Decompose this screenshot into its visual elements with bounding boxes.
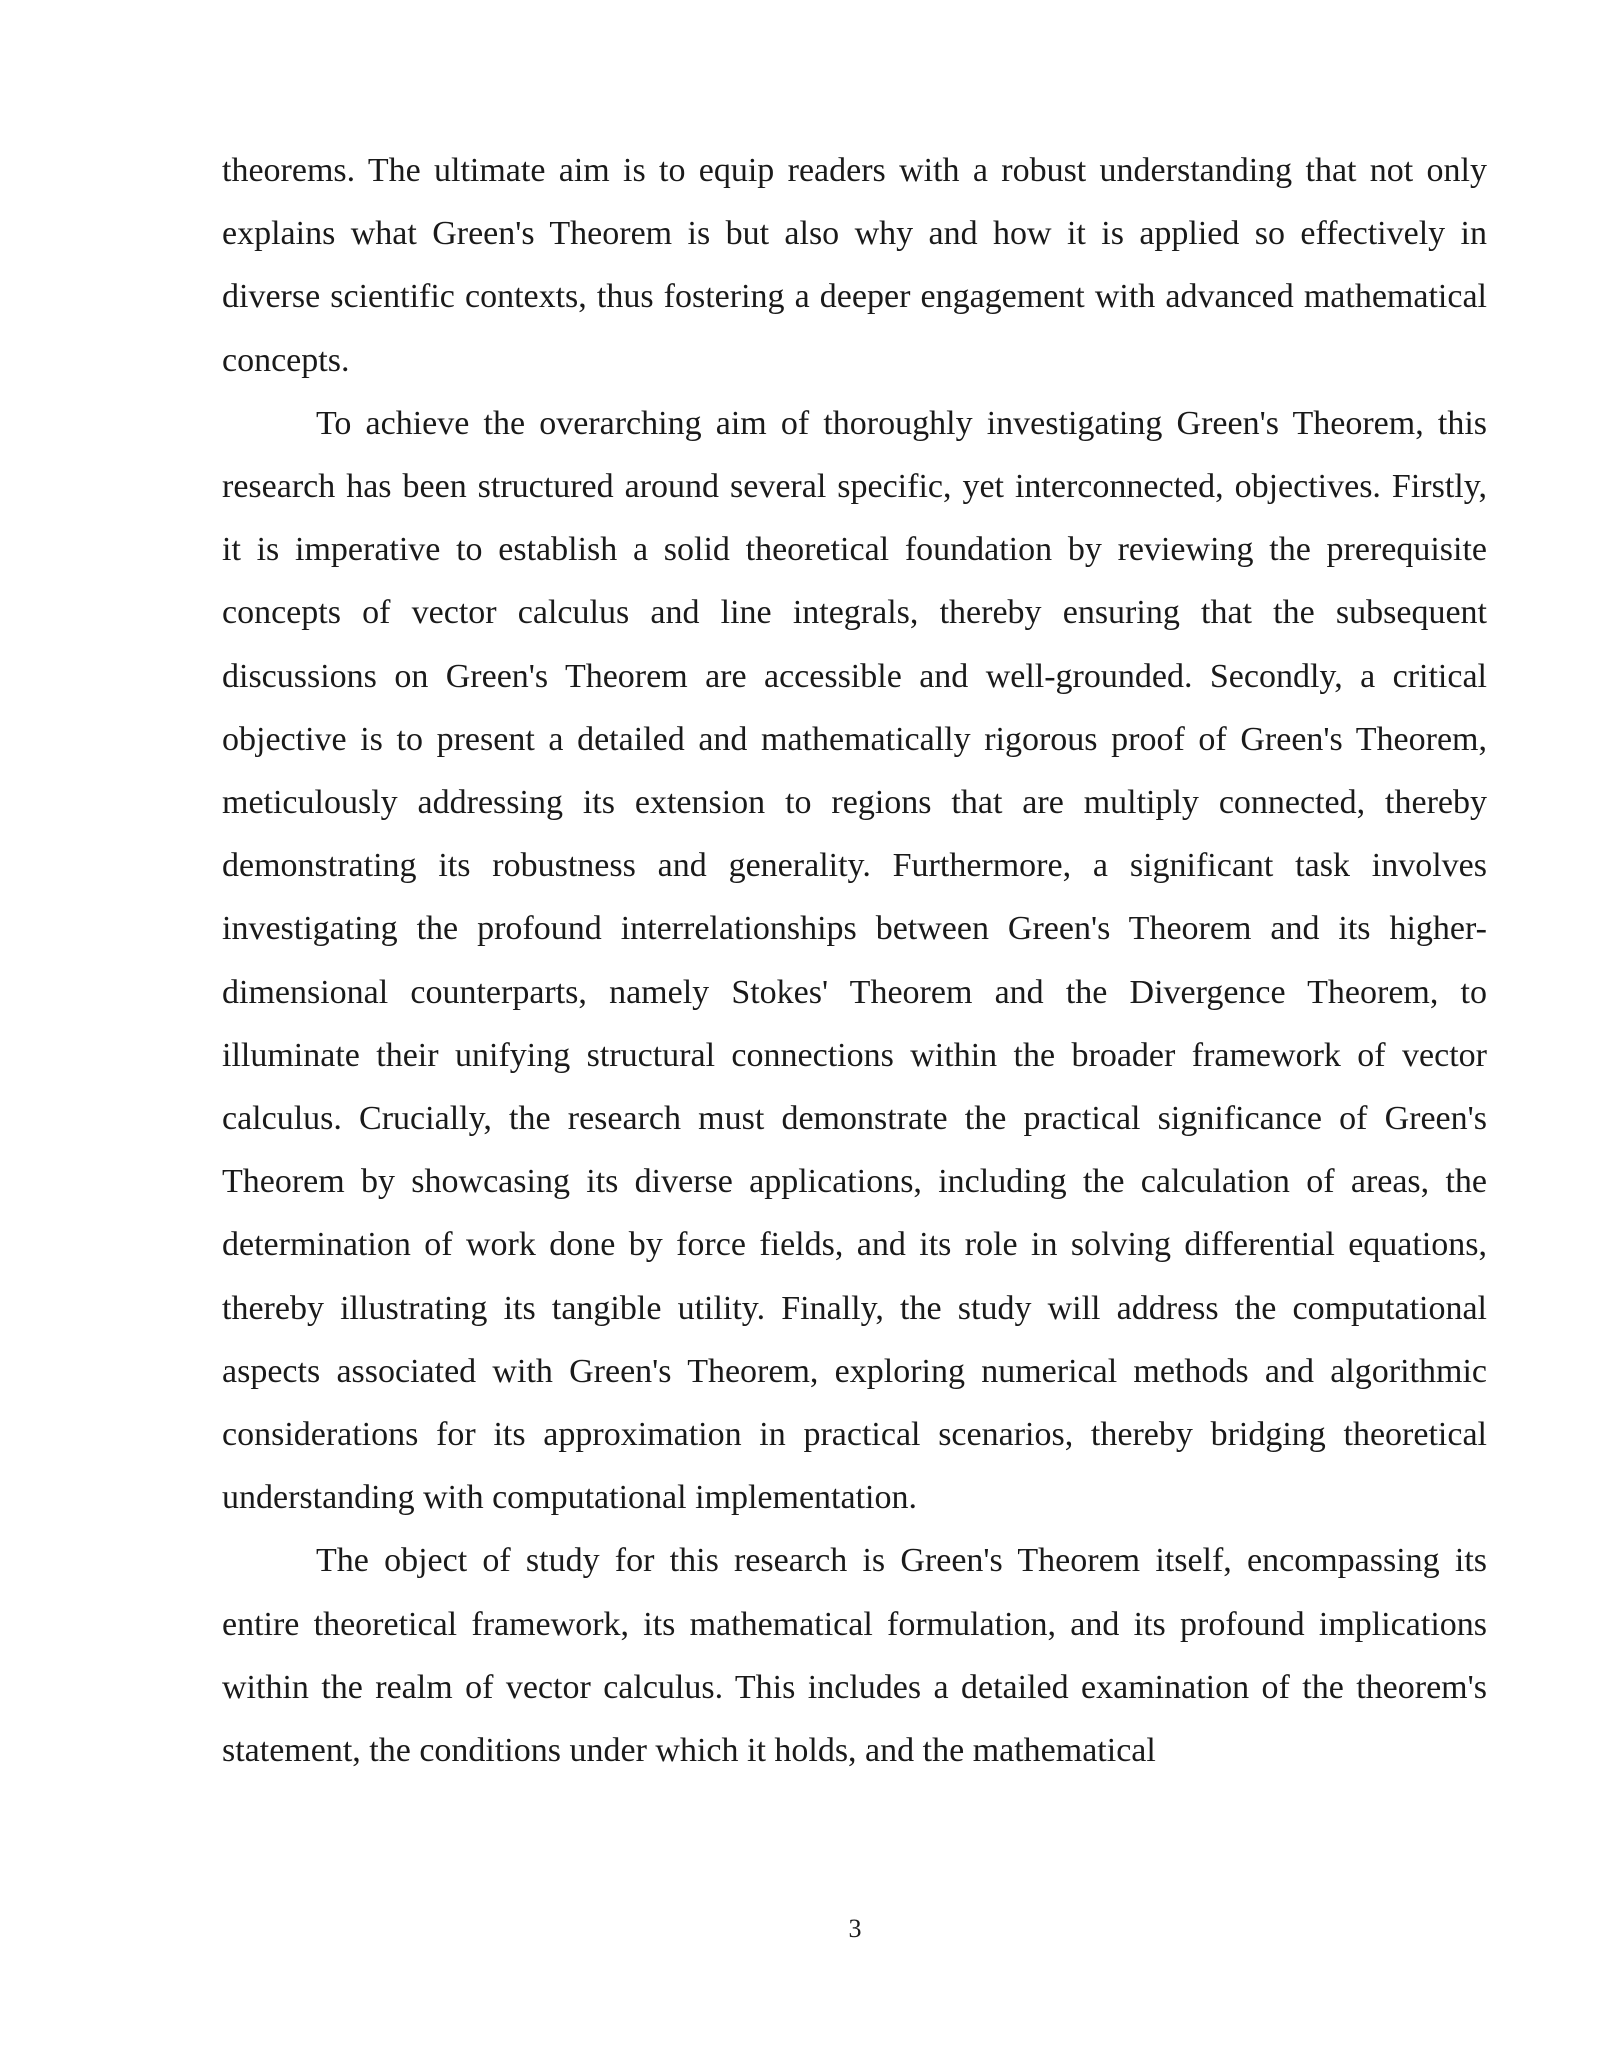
page-number: 3	[848, 1914, 862, 1943]
paragraph-continuation: theorems. The ultimate aim is to equip readers with a robust understanding that not only explains what Green's Theorem is but also why and how it is applied so effectively in diverse scientific contexts, thus fostering a deeper engagement with advanced mathematical concepts.	[222, 152, 1487, 379]
paragraph-object-of-study: The object of study for this research is Green's Theorem itself, encompassing its entire theoretical framework, its mathematical formulation, and its profound implications within the realm of vector calculus. This includes a detailed examination of the theorem's statement, the conditions under which it holds, and the mathematical	[222, 1542, 1487, 1770]
paragraph-objectives: To achieve the overarching aim of thoroughly investigating Green's Theorem, this research has been structured around several specific, yet interconnected, objectives. Firstly, it is imperative to establish a solid theoretical foundation by reviewing the prerequisite concepts of vector calculus and line integrals, thereby ensuring that the subsequent discussions on Green's Theorem are accessible and well-grounded. Secondly, a critical objective is to present a detailed and mathematically rigorous proof of Green's Theorem, meticulously addressing its extension to regions that are multiply connected, thereby demonstrating its robustness and generality. Furthermore, a significant task involves investigating the profound interrelationships between Green's Theorem and its higher-dimensional counterparts, namely Stokes' Theorem and the Divergence Theorem, to illuminate their unifying structural connections within the broader framework of vector calculus. Crucially, the research must demonstrate the practical significance of Green's Theorem by showcasing its diverse applications, including the calculation of areas, the determination of work done by force fields, and its role in solving differential equations, thereby illustrating its tangible utility. Finally, the study will address the computational aspects associated with Green's Theorem, exploring numerical methods and algorithmic considerations for its approximation in practical scenarios, thereby bridging theoretical understanding with computational implementation.	[222, 404, 1487, 1517]
body-text	[222, 139, 1487, 1782]
